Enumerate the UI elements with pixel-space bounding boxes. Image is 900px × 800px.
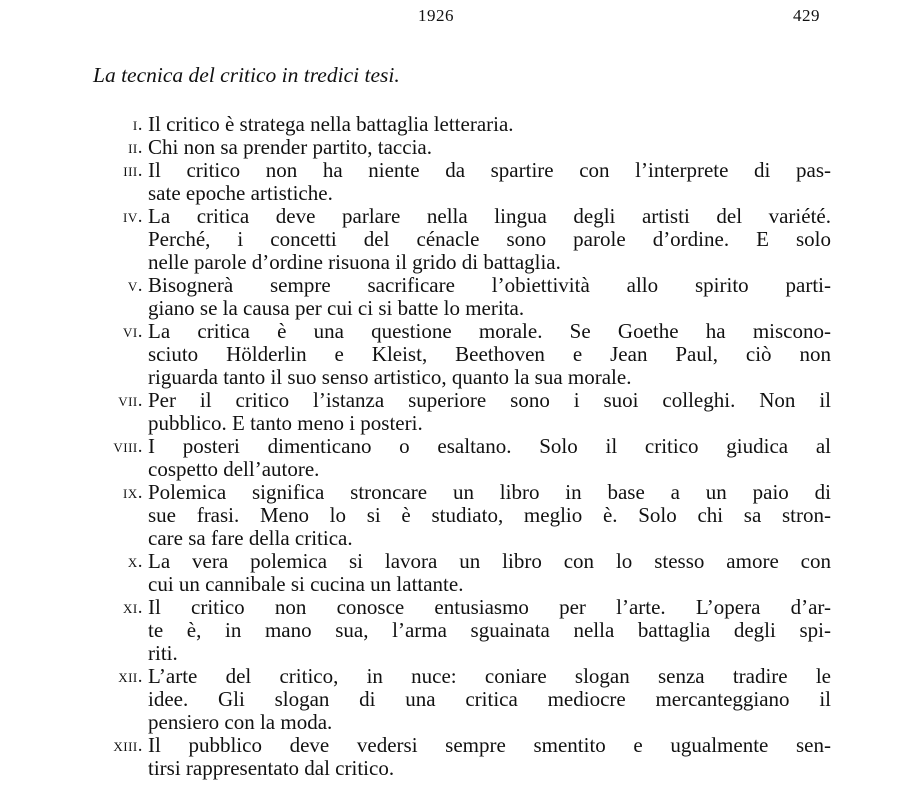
thesis-text xyxy=(148,113,831,136)
thesis-item xyxy=(0,389,900,435)
thesis-line: riguarda tanto il suo senso artistico, quanto la sua morale. xyxy=(148,365,632,389)
thesis-line: Bisognerà sempre sacrificare l’obiettività allo spirito parti- xyxy=(148,273,831,297)
thesis-item xyxy=(0,205,900,274)
thesis-line: Il critico è stratega nella battaglia letteraria. xyxy=(148,112,514,136)
thesis-numeral: ix. xyxy=(123,482,143,503)
thesis-text xyxy=(148,389,831,435)
thesis-item xyxy=(0,136,900,159)
thesis-item xyxy=(0,113,900,136)
thesis-line: Polemica significa stroncare un libro in base a un paio di xyxy=(148,480,831,504)
thesis-numeral: iii. xyxy=(123,160,143,181)
thesis-line: cui un cannibale si cucina un lattante. xyxy=(148,572,464,596)
thesis-line: giano se la causa per cui ci si batte lo merita. xyxy=(148,296,525,320)
thesis-line: La critica deve parlare nella lingua degli artisti del variété. xyxy=(148,204,831,228)
thesis-text xyxy=(148,665,831,734)
thesis-item xyxy=(0,481,900,550)
thesis-line: sue frasi. Meno lo si è studiato, meglio è. Solo chi sa stron- xyxy=(148,503,831,527)
thesis-item xyxy=(0,159,900,205)
thesis-line: I posteri dimenticano o esaltano. Solo il critico giudica al xyxy=(148,434,831,458)
thesis-line: Il critico non ha niente da spartire con l’interprete di pas- xyxy=(148,158,831,182)
thesis-text xyxy=(148,274,831,320)
thesis-numeral: v. xyxy=(127,275,143,296)
thesis-numeral: xii. xyxy=(118,666,143,687)
thesis-numeral: vi. xyxy=(123,321,143,342)
thesis-numeral: iv. xyxy=(123,206,143,227)
thesis-line: L’arte del critico, in nuce: coniare slogan senza tradire le xyxy=(148,664,831,688)
thesis-line: pubblico. E tanto meno i posteri. xyxy=(148,411,423,435)
thesis-item xyxy=(0,665,900,734)
thesis-numeral: xi. xyxy=(123,597,143,618)
thesis-item xyxy=(0,320,900,389)
thesis-text xyxy=(148,205,831,274)
thesis-line: tirsi rappresentato dal critico. xyxy=(148,756,395,780)
thesis-numeral: x. xyxy=(127,551,143,572)
thesis-text xyxy=(148,734,831,780)
thesis-line: Perché, i concetti del cénacle sono parole d’ordine. E solo xyxy=(148,227,831,251)
thesis-numeral: vii. xyxy=(118,390,143,411)
thesis-text xyxy=(148,159,831,205)
thesis-line: riti. xyxy=(148,641,178,665)
thesis-numeral: i. xyxy=(132,114,143,135)
thesis-line: Il pubblico deve vedersi sempre smentito e ugualmente sen- xyxy=(148,733,831,757)
section-title: La tecnica del critico in tredici tesi. xyxy=(93,63,400,87)
thesis-line: Il critico non conosce entusiasmo per l’arte. L’opera d’ar- xyxy=(148,595,831,619)
thesis-text xyxy=(148,550,831,596)
thesis-line: nelle parole d’ordine risuona il grido di battaglia. xyxy=(148,250,561,274)
thesis-line: Chi non sa prender partito, taccia. xyxy=(148,135,432,159)
thesis-item xyxy=(0,274,900,320)
thesis-line: sate epoche artistiche. xyxy=(148,181,333,205)
thesis-line: La vera polemica si lavora un libro con lo stesso amore con xyxy=(148,549,831,573)
thesis-line: care sa fare della critica. xyxy=(148,526,353,550)
thesis-line: te è, in mano sua, l’arma sguainata nella battaglia degli spi- xyxy=(148,618,831,642)
running-head-year: 1926 xyxy=(418,6,454,25)
page-number: 429 xyxy=(793,6,820,25)
thesis-numeral: xiii. xyxy=(113,735,143,756)
thesis-line: idee. Gli slogan di una critica mediocre mercanteggiano il xyxy=(148,687,831,711)
thesis-item xyxy=(0,435,900,481)
thesis-line: Per il critico l’istanza superiore sono i suoi colleghi. Non il xyxy=(148,388,831,412)
thesis-line: pensiero con la moda. xyxy=(148,710,333,734)
thesis-item xyxy=(0,734,900,780)
thesis-line: cospetto dell’autore. xyxy=(148,457,320,481)
thesis-text xyxy=(148,320,831,389)
thesis-line: La critica è una questione morale. Se Goethe ha miscono- xyxy=(148,319,831,343)
thesis-line: sciuto Hölderlin e Kleist, Beethoven e Jean Paul, ciò non xyxy=(148,342,831,366)
thesis-numeral: viii. xyxy=(113,436,143,457)
theses-list xyxy=(0,113,900,780)
thesis-text xyxy=(148,596,831,665)
thesis-text xyxy=(148,481,831,550)
thesis-text xyxy=(148,435,831,481)
thesis-text xyxy=(148,136,831,159)
thesis-numeral: ii. xyxy=(128,137,143,158)
thesis-item xyxy=(0,550,900,596)
thesis-item xyxy=(0,596,900,665)
